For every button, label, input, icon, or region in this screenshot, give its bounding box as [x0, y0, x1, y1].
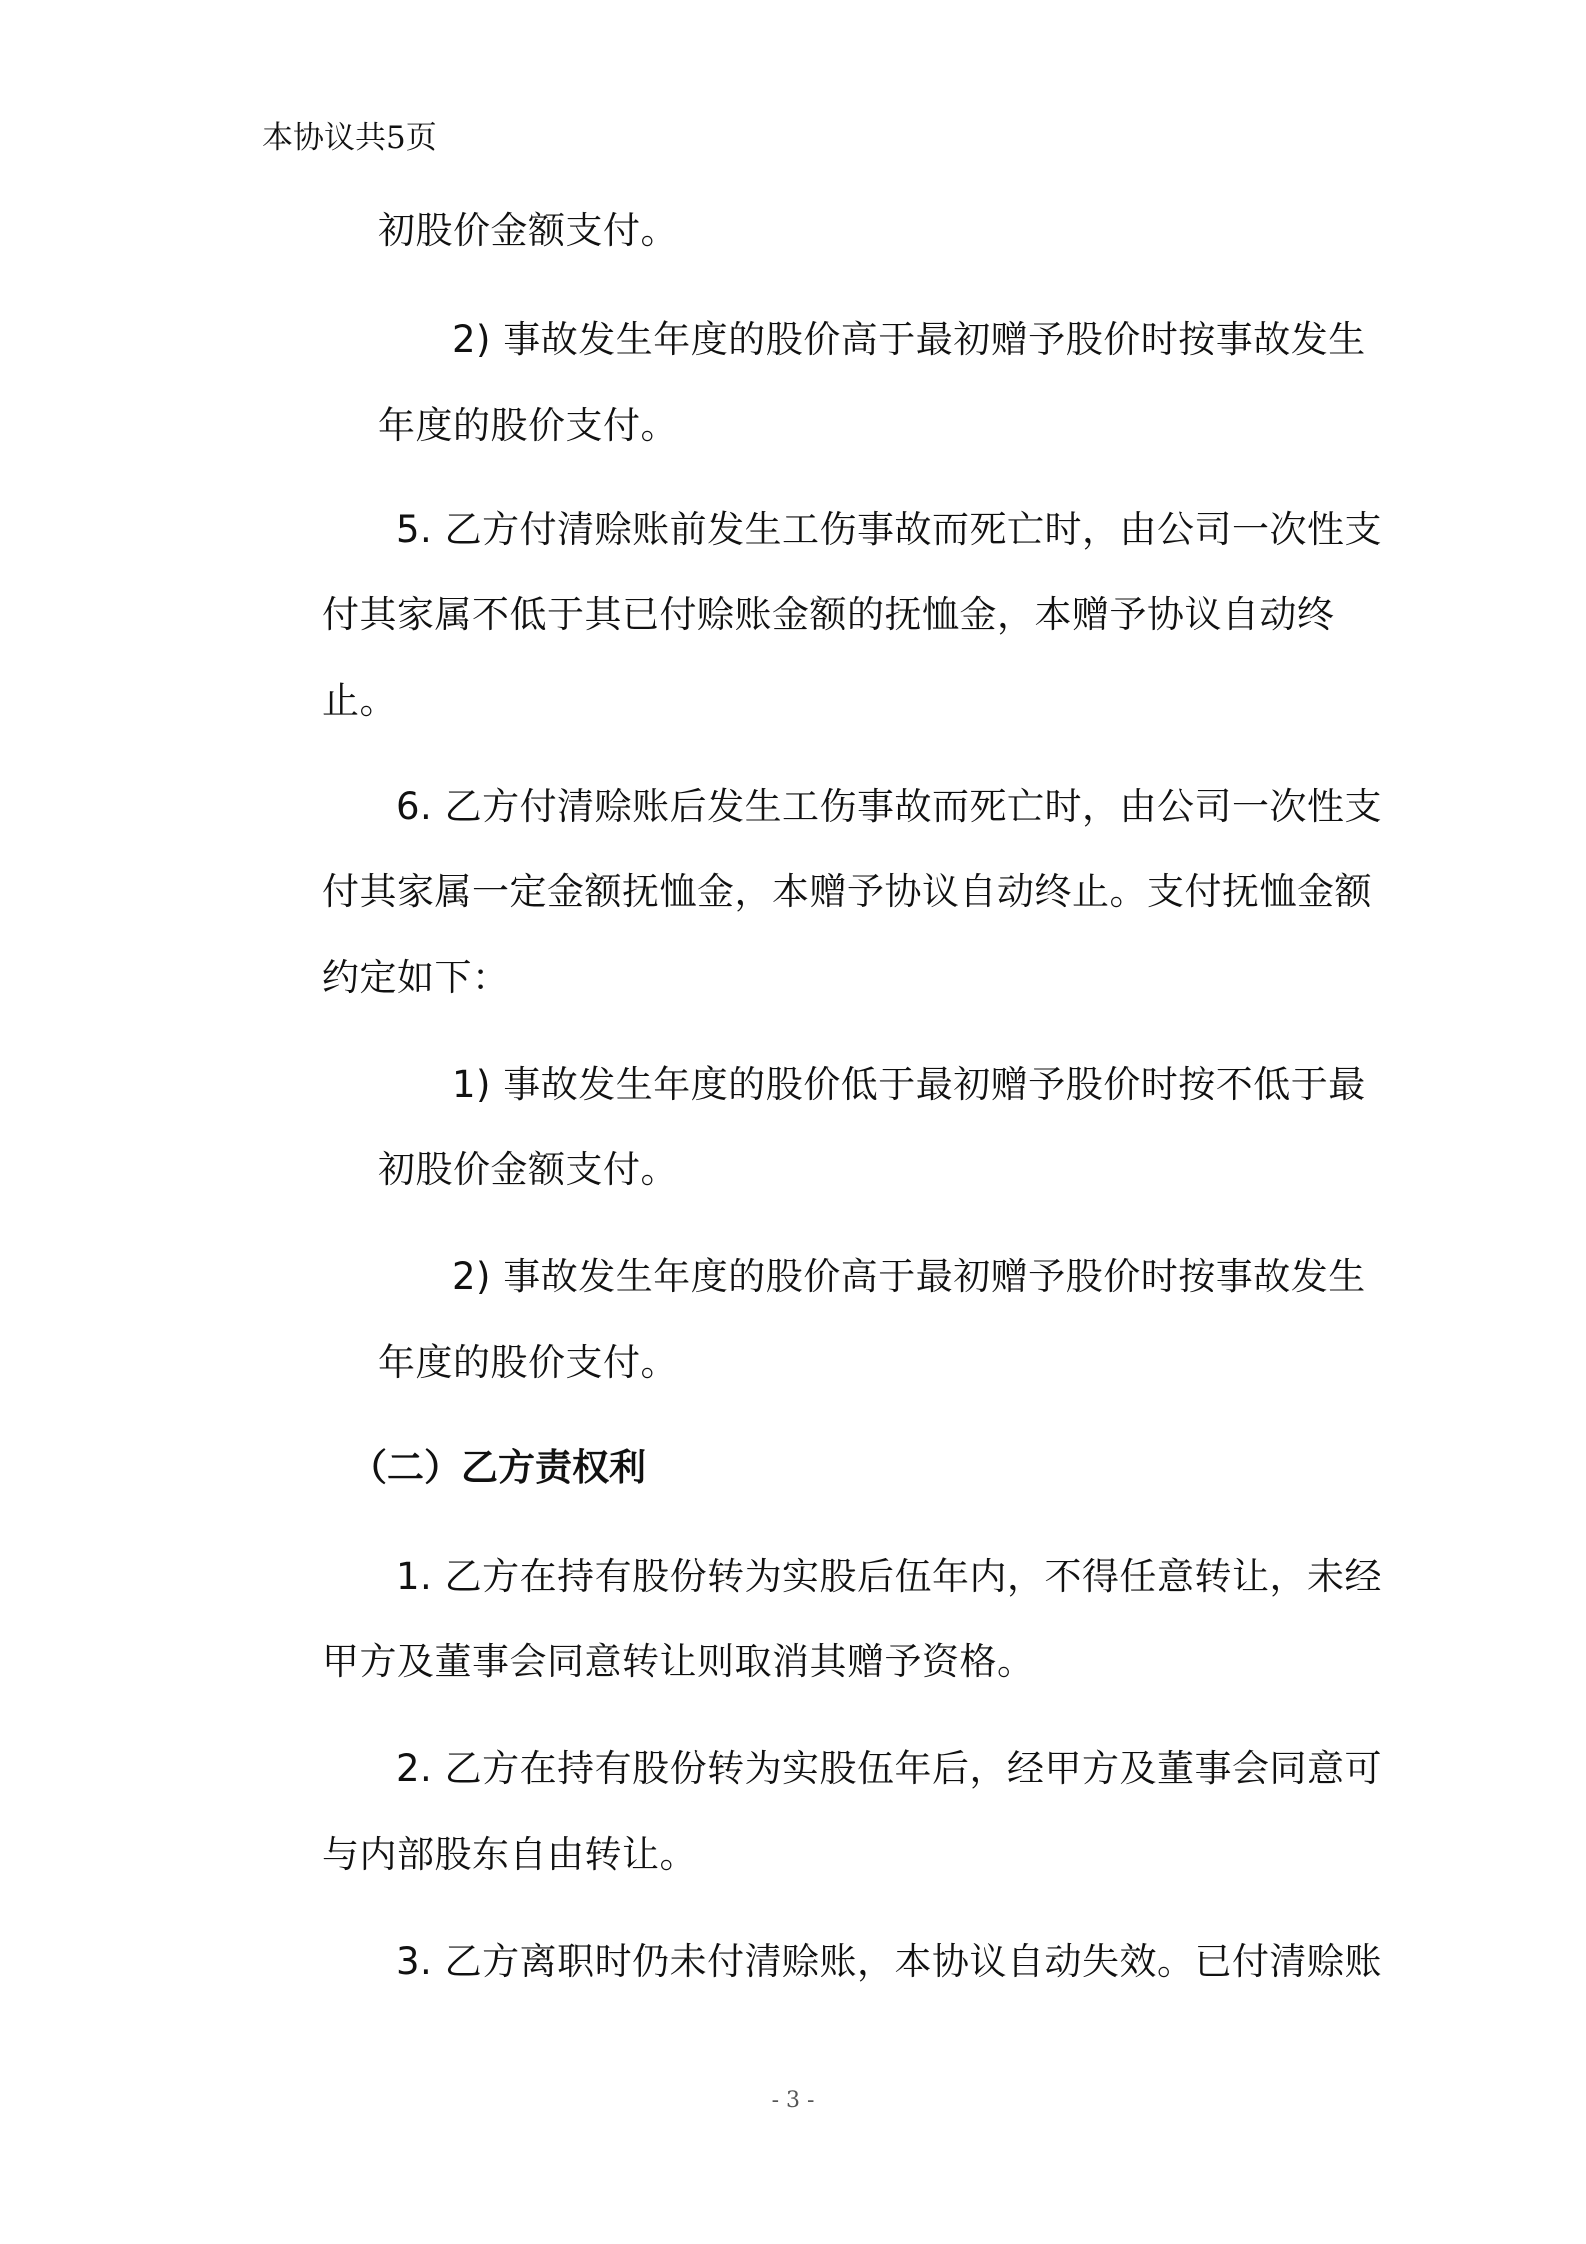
body-line: 年度的股价支付。 — [378, 404, 678, 447]
section-title: （二）乙方责权利 — [350, 1446, 646, 1489]
body-line: 1) 事故发生年度的股价低于最初赠予股价时按不低于最 — [452, 1063, 1366, 1106]
body-line: 初股价金额支付。 — [378, 209, 678, 252]
body-line: 2) 事故发生年度的股价高于最初赠予股价时按事故发生 — [452, 318, 1366, 361]
body-line: 3. 乙方离职时仍未付清赊账，本协议自动失效。已付清赊账 — [396, 1940, 1383, 1983]
body-line: 约定如下： — [322, 956, 510, 999]
body-line: 2. 乙方在持有股份转为实股伍年后，经甲方及董事会同意可 — [396, 1747, 1383, 1790]
body-line: 1. 乙方在持有股份转为实股后伍年内，不得任意转让，未经 — [396, 1555, 1383, 1598]
body-line: 与内部股东自由转让。 — [322, 1833, 697, 1876]
body-line: 付其家属一定金额抚恤金，本赠予协议自动终止。支付抚恤金额 — [322, 870, 1372, 913]
body-line: 甲方及董事会同意转让则取消其赠予资格。 — [322, 1640, 1035, 1683]
body-line: 付其家属不低于其已付赊账金额的抚恤金，本赠予协议自动终 — [322, 593, 1335, 636]
body-line: 止。 — [322, 679, 397, 722]
body-line: 5. 乙方付清赊账前发生工伤事故而死亡时，由公司一次性支 — [396, 508, 1383, 551]
body-line: 2) 事故发生年度的股价高于最初赠予股价时按事故发生 — [452, 1255, 1366, 1298]
body-line: 6. 乙方付清赊账后发生工伤事故而死亡时，由公司一次性支 — [396, 785, 1383, 828]
page-count-header: 本协议共5页 — [262, 120, 437, 156]
body-line: 初股价金额支付。 — [378, 1148, 678, 1191]
page-number-footer: - 3 - — [771, 2088, 815, 2113]
body-line: 年度的股价支付。 — [378, 1341, 678, 1384]
